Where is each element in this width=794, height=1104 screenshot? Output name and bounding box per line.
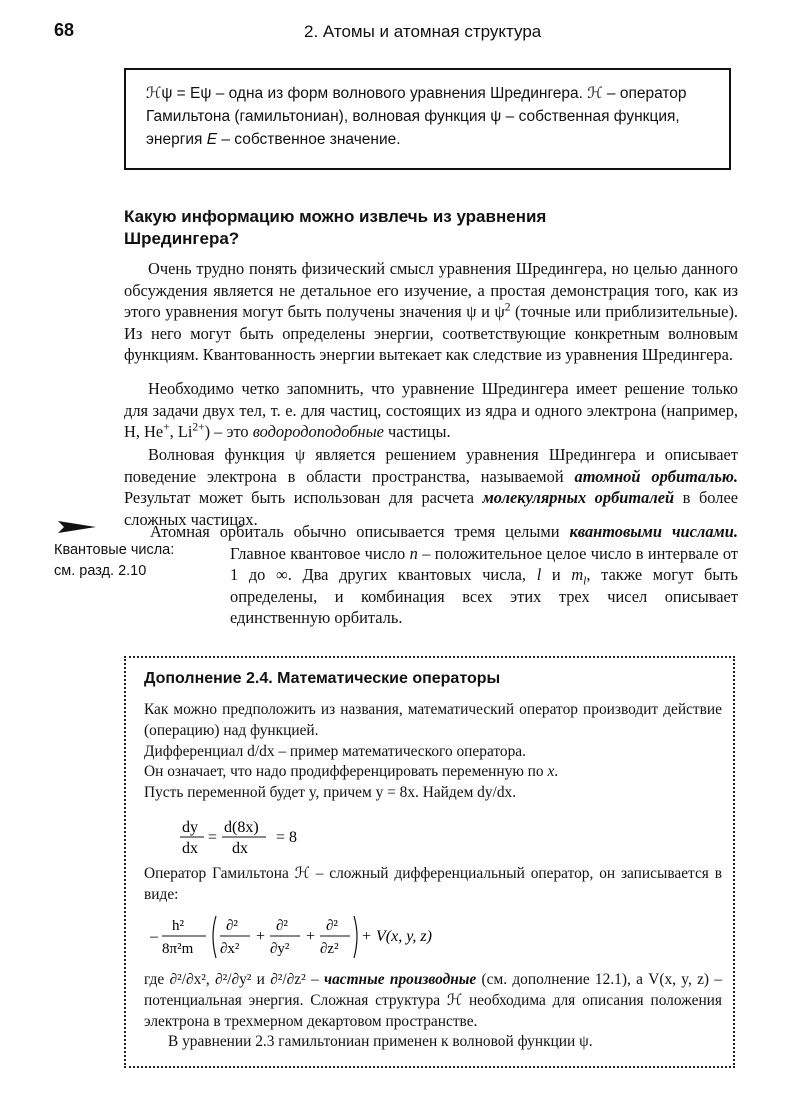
svg-text:8π²m: 8π²m [162,941,194,957]
svg-text:∂x²: ∂x² [220,941,240,957]
svg-text:∂²: ∂² [226,918,238,934]
supplement-title: Дополнение 2.4. Математические операторы [144,670,501,687]
svg-text:∂y²: ∂y² [270,941,290,957]
svg-text:=: = [208,829,218,846]
svg-text:∂²: ∂² [276,918,288,934]
page-number: 68 [54,20,75,40]
hamiltonian-description: Оператор Гамильтона ℋ – сложный дифференциальный оператор, он записывается в виде: [144,865,722,903]
margin-note-line-2: см. разд. 2.10 [54,563,147,579]
supplement-box [124,656,735,1068]
paragraph-1: Очень трудно понять физический смысл уравнения Шредингера, но целью данного обсуждения является не детальное его изучение, а простая демонстрация того, как из этого уравнения могут быть получены значения ψ и $\psi^2$ (точные или приблизительные). Из него могут быть определены энергии, соответствующие конкретным волновым функциям. Квантованность энергии вытекает как следствие из уравнения Шредингера. [124,259,738,365]
supplement-intro: Как можно предположить из названия, математический оператор производит действие (операцию) над функцией. Дифференциал d/dx – пример математического оператора. Он означает, что надо продифференцировать переменную по x. Пусть переменной будет y, причем y = 8x. Найдем dy/dx. [144,701,722,802]
paragraph-3: Волновая функция ψ является решением уравнения Шредингера и описывает поведение электрона в области пространства, называемой атомной орбиталью. Результат может быть использован для расчета молекулярных орбиталей в более сложных частицах. [124,445,738,529]
margin-arrow-icon [58,520,96,534]
svg-text:–: – [150,928,158,945]
svg-text:d(8x): d(8x) [224,819,259,836]
paragraph-2: Необходимо четко запомнить, что уравнение Шредингера имеет решение только для задачи двух тел, т. е. для частиц, состоящих из ядра и одного электрона (например, H, He+, $Li^{2+}$) – это водородоподобные частицы. [124,379,738,442]
margin-note [54,540,214,582]
svg-text:+: + [306,928,316,945]
partial-derivatives-note: где ∂²/∂x², ∂²/∂y² и ∂²/∂z² – частные производные (см. дополнение 12.1), а V(x, y, z) – потенциальная энергия. Сложная структура ℋ необходима для описания положения электрона в трехмерном декартовом пространстве. [144,971,722,1030]
equation-reference-note: В уравнении 2.3 гамильтониан применен к волновой функции ψ. [168,1033,593,1050]
hamiltonian-equation [150,910,470,962]
definition-text: ℋψ = Eψ – одна из форм волнового уравнения Шредингера. ℋ – оператор Гамильтона (гамильтониан), волновая функция ψ – собственная функция, энергия E – собственное значение. [146,85,687,148]
svg-text:+: + [256,928,266,945]
svg-text:dx: dx [182,840,198,857]
svg-text:= 8: = 8 [276,829,298,846]
definition-box [124,68,731,170]
running-header: 2. Атомы и атомная структура [304,22,542,41]
svg-text:h²: h² [172,918,184,934]
section-heading: Какую информацию можно извлечь из уравнения Шредингера? [124,207,547,248]
svg-text:dy: dy [182,819,198,836]
paragraph-4: Атомная орбиталь обычно описывается тремя целыми квантовыми числами. Главное квантовое число n – положительное целое число в интервале от 1 до ∞. Два других квантовых числа, l и $m_l$, также могут быть определены, и комбинация всех этих трех чисел описывает единственную орбиталь. [150,522,739,628]
svg-text:+: + [362,928,372,945]
svg-text:∂z²: ∂z² [320,941,339,957]
svg-text:V(x, y, z): V(x, y, z) [376,928,432,945]
margin-note-line-1: Квантовые числа: [54,542,175,558]
svg-text:∂²: ∂² [326,918,338,934]
derivative-equation [180,816,380,858]
svg-text:dx: dx [232,840,248,857]
